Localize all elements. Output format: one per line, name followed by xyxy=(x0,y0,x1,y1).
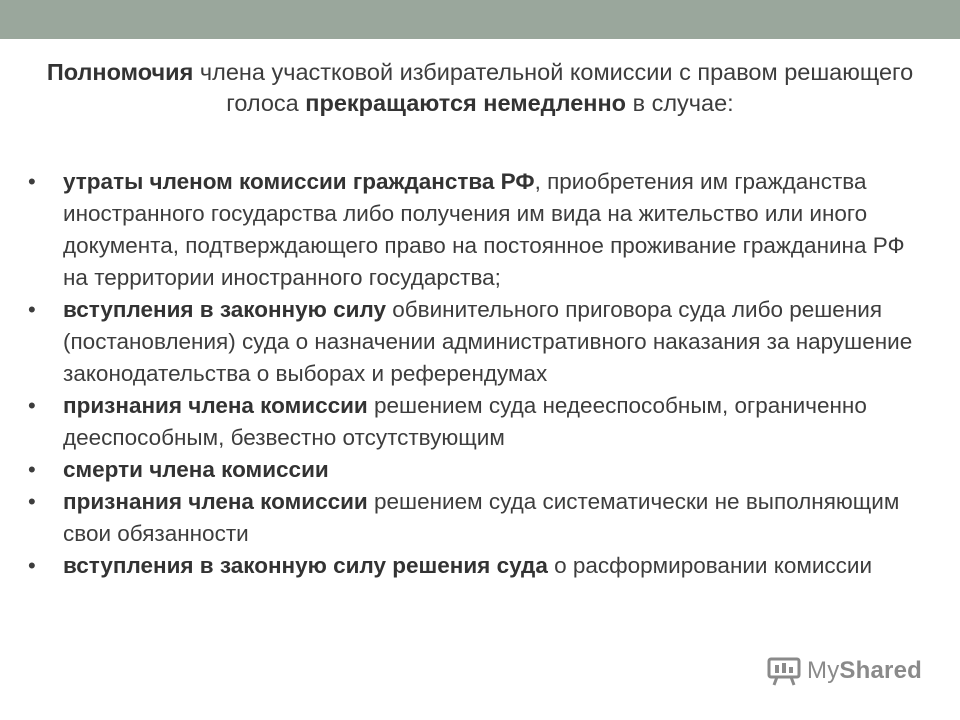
presentation-board-icon xyxy=(767,656,801,686)
list-item-bold: вступления в законную силу xyxy=(63,297,386,322)
bullet-icon: • xyxy=(28,553,36,578)
watermark-brand xyxy=(807,657,922,685)
watermark-suffix: Shared xyxy=(839,657,922,684)
list-item-bold: признания члена комиссии xyxy=(63,489,368,514)
list-item-text: о расформировании комиссии xyxy=(547,553,873,578)
list-item-text: обвинительного приговора суда либо решения (постановления) суда о назначении административного наказания за нарушение законодательства о выборах и референдумах xyxy=(63,297,913,386)
list-item xyxy=(28,294,933,390)
watermark-prefix: My xyxy=(807,657,840,684)
heading-text-2: члена участковой избирательной комиссии с правом решающего голоса xyxy=(193,59,914,116)
page-heading xyxy=(40,57,920,119)
bullet-icon: • xyxy=(28,489,36,514)
bullet-icon: • xyxy=(28,457,36,482)
top-band xyxy=(0,0,960,39)
heading-bold-1: Полномочия xyxy=(46,59,194,85)
bullet-icon: • xyxy=(28,169,36,194)
list-item-bold: смерти члена комиссии xyxy=(63,457,329,482)
heading-bold-3: прекращаются немедленно xyxy=(305,90,627,116)
list-item-text: , приобретения им гражданства иностранного государства либо получения им вида на жительство или иного документа, подтверждающего право на постоянное проживание гражданина РФ на территории иностранного государства; xyxy=(63,169,905,290)
list-item xyxy=(28,454,933,486)
bullet-icon: • xyxy=(28,297,36,322)
heading-text-4: в случае: xyxy=(626,90,734,116)
list-item-bold: утраты членом комиссии гражданства РФ xyxy=(63,169,535,194)
list-item xyxy=(28,486,933,550)
list-item xyxy=(28,390,933,454)
watermark[interactable] xyxy=(767,656,922,686)
list-item-bold: признания члена комиссии xyxy=(63,393,368,418)
list-item-text: решением суда недееспособным, ограниченно дееспособным, безвестно отсутствующим xyxy=(63,393,867,450)
list-item xyxy=(28,166,933,294)
list-item xyxy=(28,550,933,582)
list-item-text: решением суда систематически не выполняющим свои обязанности xyxy=(63,489,900,546)
list-item-bold: вступления в законную силу решения суда xyxy=(63,553,548,578)
conditions-list xyxy=(28,166,933,582)
bullet-icon: • xyxy=(28,393,36,418)
